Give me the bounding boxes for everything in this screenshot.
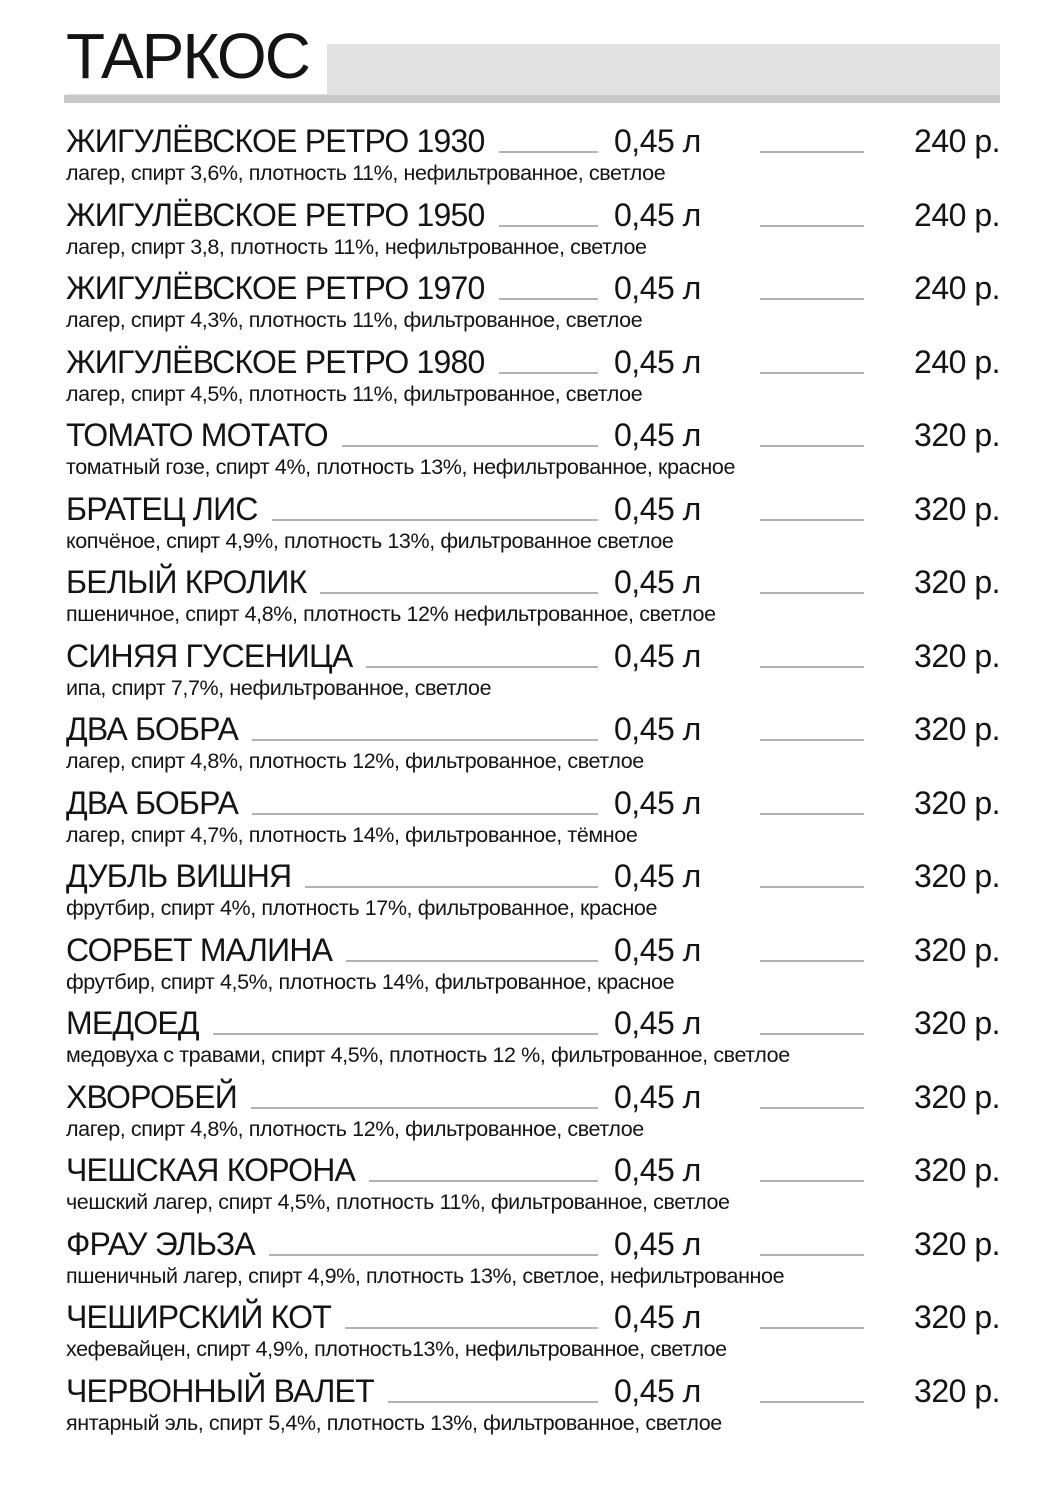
item-volume: 0,45 л bbox=[614, 1372, 701, 1409]
leader-line bbox=[251, 1107, 598, 1109]
item-description: ипа, спирт 7,7%, нефильтрованное, светлое bbox=[66, 675, 492, 700]
menu-item bbox=[66, 849, 1000, 923]
menu-item-row bbox=[66, 996, 1000, 1041]
item-name: ДВА БОБРА bbox=[66, 711, 239, 748]
menu-item bbox=[66, 629, 1000, 703]
leader-line bbox=[760, 151, 864, 153]
item-name: СОРБЕТ МАЛИНА bbox=[66, 931, 333, 968]
leader-line bbox=[760, 445, 864, 447]
leader-line bbox=[760, 519, 864, 521]
item-description: чешский лагер, спирт 4,5%, плотность 11%, фильтрованное, светлое bbox=[66, 1190, 730, 1214]
leader-line bbox=[252, 813, 598, 815]
menu-item-row bbox=[66, 261, 1000, 306]
leader-line bbox=[269, 1254, 598, 1256]
item-name: ТОМАТО МОТАТО bbox=[66, 417, 328, 454]
item-name: ЖИГУЛЁВСКОЕ РЕТРО 1930 bbox=[66, 123, 485, 160]
leader-line bbox=[760, 225, 864, 227]
item-description: лагер, спирт 4,7%, плотность 14%, фильтрованное, тёмное bbox=[66, 822, 638, 847]
menu-item bbox=[66, 555, 1000, 629]
menu-item bbox=[66, 1143, 1000, 1217]
menu-item bbox=[66, 996, 1000, 1070]
menu-item bbox=[66, 776, 1000, 850]
brand-title: ТАРКОС bbox=[66, 18, 327, 94]
item-volume: 0,45 л bbox=[614, 637, 701, 674]
menu-item-row bbox=[66, 482, 1000, 527]
item-price: 320 р. bbox=[914, 931, 1000, 968]
leader-line bbox=[369, 1180, 598, 1182]
menu-item bbox=[66, 482, 1000, 556]
menu-item-row bbox=[66, 629, 1000, 674]
menu-header bbox=[66, 20, 1000, 106]
item-name: ЧЕШИРСКИЙ КОТ bbox=[66, 1299, 331, 1336]
item-volume: 0,45 л bbox=[614, 270, 701, 307]
menu-item-row bbox=[66, 702, 1000, 747]
item-description: лагер, спирт 4,5%, плотность 11%, фильтрованное, светлое bbox=[66, 381, 643, 406]
item-volume: 0,45 л bbox=[614, 1078, 701, 1115]
leader-line bbox=[388, 1401, 598, 1403]
menu-item-row bbox=[66, 1290, 1000, 1335]
item-description: томатный гозе, спирт 4%, плотность 13%, нефильтрованное, красное bbox=[66, 455, 736, 479]
leader-line bbox=[760, 592, 864, 594]
item-volume: 0,45 л bbox=[614, 343, 701, 380]
leader-line bbox=[345, 1327, 598, 1329]
leader-line bbox=[760, 1327, 864, 1329]
item-description: медовуха с травами, спирт 4,5%, плотность 12 %, фильтрованное, светлое bbox=[66, 1043, 790, 1067]
menu-item-row bbox=[66, 408, 1000, 453]
leader-line bbox=[305, 886, 598, 888]
item-name: ДВА БОБРА bbox=[66, 784, 239, 821]
item-price: 320 р. bbox=[914, 1299, 1000, 1336]
menu-item-row bbox=[66, 1364, 1000, 1409]
item-name: ЧЕШСКАЯ КОРОНА bbox=[66, 1152, 356, 1189]
item-description: лагер, спирт 3,6%, плотность 11%, нефильтрованное, светлое bbox=[66, 161, 666, 185]
menu-item bbox=[66, 1217, 1000, 1291]
item-price: 320 р. bbox=[914, 1005, 1000, 1042]
header-divider-strip bbox=[64, 95, 1000, 103]
menu-item bbox=[66, 261, 1000, 335]
item-volume: 0,45 л bbox=[614, 490, 701, 527]
item-volume: 0,45 л bbox=[614, 1005, 701, 1042]
leader-line bbox=[760, 960, 864, 962]
menu-item bbox=[66, 408, 1000, 482]
item-volume: 0,45 л bbox=[614, 1299, 701, 1336]
leader-line bbox=[760, 886, 864, 888]
leader-line bbox=[760, 1254, 864, 1256]
item-volume: 0,45 л bbox=[614, 784, 701, 821]
item-price: 320 р. bbox=[914, 1372, 1000, 1409]
leader-line bbox=[272, 519, 598, 521]
leader-line bbox=[342, 445, 598, 447]
item-name: ЖИГУЛЁВСКОЕ РЕТРО 1950 bbox=[66, 196, 485, 233]
item-description: хефевайцен, спирт 4,9%, плотность13%, нефильтрованное, светлое bbox=[66, 1337, 727, 1361]
item-price: 320 р. bbox=[914, 784, 1000, 821]
menu-item-row bbox=[66, 555, 1000, 600]
leader-line bbox=[252, 739, 598, 741]
leader-line bbox=[760, 739, 864, 741]
item-volume: 0,45 л bbox=[614, 123, 701, 160]
item-volume: 0,45 л bbox=[614, 564, 701, 601]
item-name: ЖИГУЛЁВСКОЕ РЕТРО 1970 bbox=[66, 270, 485, 307]
menu-item bbox=[66, 335, 1000, 409]
item-volume: 0,45 л bbox=[614, 858, 701, 895]
menu-item-row bbox=[66, 1070, 1000, 1115]
item-price: 240 р. bbox=[914, 196, 1000, 233]
item-price: 320 р. bbox=[914, 1078, 1000, 1115]
leader-line bbox=[213, 1033, 598, 1035]
item-name: ФРАУ ЭЛЬЗА bbox=[66, 1225, 255, 1262]
leader-line bbox=[499, 298, 598, 300]
leader-line bbox=[366, 666, 598, 668]
item-name: СИНЯЯ ГУСЕНИЦА bbox=[66, 637, 353, 674]
item-description: пшеничный лагер, спирт 4,9%, плотность 13%, светлое, нефильтрованное bbox=[66, 1263, 785, 1288]
item-price: 320 р. bbox=[914, 1225, 1000, 1262]
leader-line bbox=[760, 1107, 864, 1109]
item-description: янтарный эль, спирт 5,4%, плотность 13%, фильтрованное, светлое bbox=[66, 1410, 722, 1435]
item-price: 320 р. bbox=[914, 564, 1000, 601]
menu-item bbox=[66, 702, 1000, 776]
leader-line bbox=[760, 372, 864, 374]
item-description: лагер, спирт 3,8, плотность 11%, нефильтрованное, светлое bbox=[66, 234, 647, 259]
item-description: пшеничное, спирт 4,8%, плотность 12% нефильтрованное, светлое bbox=[66, 602, 716, 626]
leader-line bbox=[760, 666, 864, 668]
item-description: фрутбир, спирт 4%, плотность 17%, фильтрованное, красное bbox=[66, 896, 658, 920]
item-volume: 0,45 л bbox=[614, 1152, 701, 1189]
item-price: 320 р. bbox=[914, 858, 1000, 895]
item-price: 240 р. bbox=[914, 270, 1000, 307]
item-price: 240 р. bbox=[914, 123, 1000, 160]
item-volume: 0,45 л bbox=[614, 196, 701, 233]
item-price: 240 р. bbox=[914, 343, 1000, 380]
menu-item bbox=[66, 1070, 1000, 1144]
menu-item-row bbox=[66, 1143, 1000, 1188]
menu-item-row bbox=[66, 849, 1000, 894]
menu-item-row bbox=[66, 923, 1000, 968]
leader-line bbox=[320, 592, 598, 594]
item-name: ЧЕРВОННЫЙ ВАЛЕТ bbox=[66, 1372, 374, 1409]
item-description: фрутбир, спирт 4,5%, плотность 14%, фильтрованное, красное bbox=[66, 969, 675, 994]
leader-line bbox=[760, 1401, 864, 1403]
leader-line bbox=[346, 960, 598, 962]
item-price: 320 р. bbox=[914, 711, 1000, 748]
item-description: лагер, спирт 4,8%, плотность 12%, фильтрованное, светлое bbox=[66, 749, 644, 773]
leader-line bbox=[499, 372, 598, 374]
menu-item-row bbox=[66, 776, 1000, 821]
item-name: ДУБЛЬ ВИШНЯ bbox=[66, 858, 292, 895]
item-volume: 0,45 л bbox=[614, 711, 701, 748]
menu-item bbox=[66, 114, 1000, 188]
item-name: БЕЛЫЙ КРОЛИК bbox=[66, 564, 307, 601]
item-volume: 0,45 л bbox=[614, 417, 701, 454]
leader-line bbox=[499, 151, 598, 153]
menu-item bbox=[66, 1364, 1000, 1438]
item-name: ЖИГУЛЁВСКОЕ РЕТРО 1980 bbox=[66, 343, 485, 380]
menu-item-row bbox=[66, 114, 1000, 159]
item-price: 320 р. bbox=[914, 490, 1000, 527]
item-name: БРАТЕЦ ЛИС bbox=[66, 490, 258, 527]
menu-list bbox=[66, 114, 1000, 1437]
item-description: лагер, спирт 4,3%, плотность 11%, фильтрованное, светлое bbox=[66, 308, 643, 332]
item-price: 320 р. bbox=[914, 417, 1000, 454]
item-name: ХВОРОБЕЙ bbox=[66, 1078, 237, 1115]
leader-line bbox=[499, 225, 598, 227]
menu-item-row bbox=[66, 1217, 1000, 1262]
leader-line bbox=[760, 298, 864, 300]
leader-line bbox=[760, 813, 864, 815]
item-name: МЕДОЕД bbox=[66, 1005, 199, 1042]
menu-item bbox=[66, 923, 1000, 997]
menu-item bbox=[66, 1290, 1000, 1364]
item-price: 320 р. bbox=[914, 637, 1000, 674]
item-description: копчёное, спирт 4,9%, плотность 13%, фильтрованное светлое bbox=[66, 528, 674, 553]
menu-item-row bbox=[66, 188, 1000, 233]
menu-item bbox=[66, 188, 1000, 262]
item-price: 320 р. bbox=[914, 1152, 1000, 1189]
item-volume: 0,45 л bbox=[614, 931, 701, 968]
menu-item-row bbox=[66, 335, 1000, 380]
item-volume: 0,45 л bbox=[614, 1225, 701, 1262]
leader-line bbox=[760, 1180, 864, 1182]
item-description: лагер, спирт 4,8%, плотность 12%, фильтрованное, светлое bbox=[66, 1116, 644, 1141]
leader-line bbox=[760, 1033, 864, 1035]
